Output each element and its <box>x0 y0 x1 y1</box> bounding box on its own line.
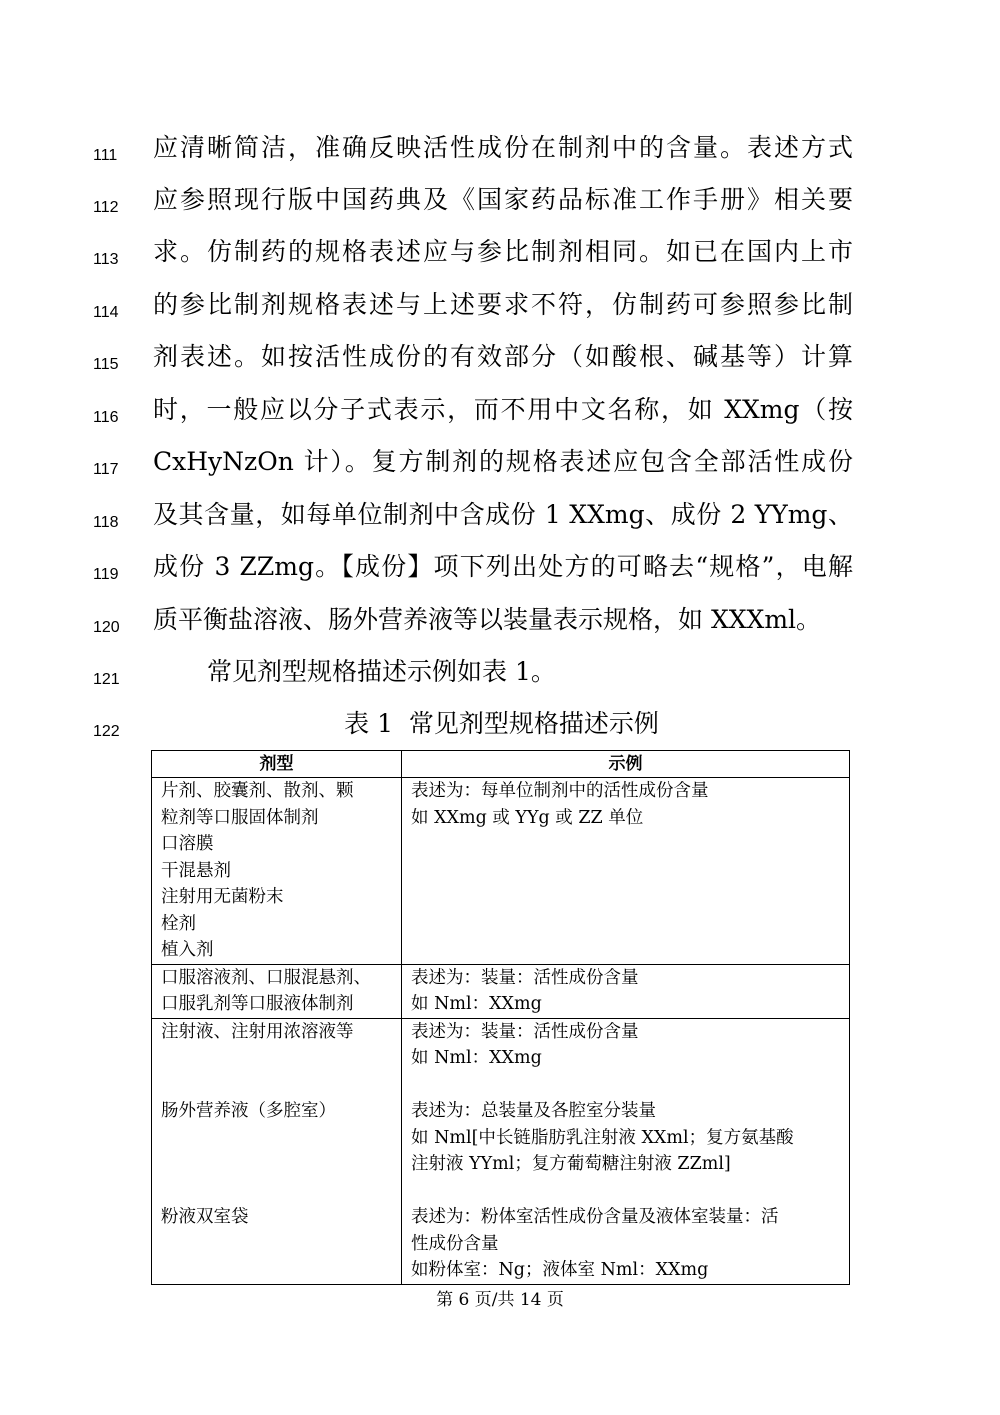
cell-line: 注射液 YYml；复方葡萄糖注射液 ZZml] <box>411 1154 731 1174</box>
cell-line: 肠外营养液（多腔室） <box>161 1101 336 1121</box>
line-text: 应清晰简洁，准确反映活性成份在制剂中的含量。表述方式 <box>153 133 853 162</box>
line-number: 114 <box>93 304 119 321</box>
cell-line: 栓剂 <box>161 913 196 934</box>
cell-line: 粉液双室袋 <box>161 1207 249 1227</box>
cell-line: 植入剂 <box>161 940 214 960</box>
text-line <box>0 442 1000 482</box>
line-text: 质平衡盐溶液、肠外营养液等以装量表示规格，如 XXXml。 <box>153 605 822 634</box>
cell-gap <box>161 1045 393 1072</box>
text-line <box>0 337 1000 377</box>
cell-line: 注射用无菌粉末 <box>161 887 284 907</box>
page-footer: 第 6 页/共 14 页 <box>436 1290 564 1310</box>
line-number: 119 <box>93 566 119 583</box>
cell-line: 片剂、胶囊剂、散剂、颗 <box>161 781 354 801</box>
line-number: 118 <box>93 514 119 531</box>
cell-line: 注射液、注射用浓溶液等 <box>161 1021 354 1042</box>
text-line <box>0 232 1000 272</box>
line-number: 111 <box>93 147 118 164</box>
text-line <box>0 180 1000 220</box>
cell-gap <box>161 1125 393 1152</box>
cell-line: 粒剂等口服固体制剂 <box>161 807 319 828</box>
table-header-row <box>152 751 850 778</box>
cell-line: 表述为：总装量及各腔室分装量 <box>411 1101 656 1121</box>
dosage-form-cell <box>152 964 402 1018</box>
line-text: 求。仿制药的规格表述应与参比制剂相同。如已在国内上市 <box>153 237 853 266</box>
line-text: 应参照现行版中国药典及《国家药品标准工作手册》相关要 <box>153 185 853 214</box>
cell-line: 表述为：装量：活性成份含量 <box>411 967 639 988</box>
cell-gap <box>161 1072 393 1099</box>
text-line <box>0 128 1000 168</box>
text-line <box>0 390 1000 430</box>
example-cell <box>402 964 850 1018</box>
intro-text: 常见剂型规格描述示例如表 1。 <box>207 657 556 686</box>
line-number: 113 <box>93 251 119 268</box>
text-line <box>0 285 1000 325</box>
line-number: 116 <box>93 409 119 426</box>
text-line <box>0 600 1000 640</box>
line-text: 时，一般应以分子式表示，而不用中文名称，如 XXmg（按 <box>153 395 853 424</box>
text-line <box>0 652 1000 692</box>
line-number: 117 <box>93 461 119 478</box>
cell-gap <box>411 1178 841 1205</box>
line-text: 成份 3 ZZmg。【成份】项下列出处方的可略去“规格”，电解 <box>153 552 853 581</box>
header-dosage-form: 剂型 <box>152 751 402 778</box>
cell-line: 如 Nml：XXmg <box>411 994 542 1014</box>
line-number: 115 <box>93 356 119 373</box>
line-number: 122 <box>93 723 120 740</box>
table-row <box>152 778 850 965</box>
cell-line: 表述为：装量：活性成份含量 <box>411 1021 639 1042</box>
cell-line: 口服乳剂等口服液体制剂 <box>161 994 354 1014</box>
table-row <box>152 1018 850 1284</box>
line-text: 及其含量，如每单位制剂中含成份 1 XXmg、成份 2 YYmg、 <box>153 500 853 529</box>
cell-gap <box>411 1072 841 1099</box>
table-caption: 表 1 常见剂型规格描述示例 <box>344 709 659 738</box>
cell-line: 如 XXmg 或 YYg 或 ZZ 单位 <box>411 807 644 828</box>
line-text: CxHyNzOn 计）。复方制剂的规格表述应包含全部活性成份 <box>153 447 853 476</box>
text-line <box>0 547 1000 587</box>
line-text: 剂表述。如按活性成份的有效部分（如酸根、碱基等）计算 <box>153 342 853 371</box>
caption-line <box>0 704 1000 744</box>
table-row <box>152 964 850 1018</box>
cell-line: 表述为：粉体室活性成份含量及液体室装量：活 <box>411 1207 779 1227</box>
cell-line: 表述为：每单位制剂中的活性成份含量 <box>411 781 709 801</box>
line-number: 112 <box>93 199 119 216</box>
dosage-spec-table <box>151 750 850 1285</box>
cell-gap <box>161 1151 393 1178</box>
cell-line: 口服溶液剂、口服混悬剂、 <box>161 967 371 988</box>
cell-line: 如 Nml：XXmg <box>411 1048 542 1068</box>
dosage-form-cell <box>152 1018 402 1284</box>
cell-gap <box>161 1178 393 1205</box>
cell-line: 干混悬剂 <box>161 860 231 881</box>
text-line <box>0 495 1000 535</box>
cell-line: 如 Nml[中长链脂肪乳注射液 XXml；复方氨基酸 <box>411 1127 794 1148</box>
cell-line: 如粉体室：Ng；液体室 Nml：XXmg <box>411 1260 709 1280</box>
line-text: 的参比制剂规格表述与上述要求不符，仿制药可参照参比制 <box>153 290 853 319</box>
example-cell <box>402 1018 850 1284</box>
header-example: 示例 <box>402 751 850 778</box>
cell-line: 性成份含量 <box>411 1233 499 1254</box>
cell-line: 口溶膜 <box>161 834 214 854</box>
dosage-form-cell <box>152 778 402 965</box>
example-cell <box>402 778 850 965</box>
line-number: 121 <box>93 671 120 688</box>
line-number: 120 <box>93 619 120 636</box>
